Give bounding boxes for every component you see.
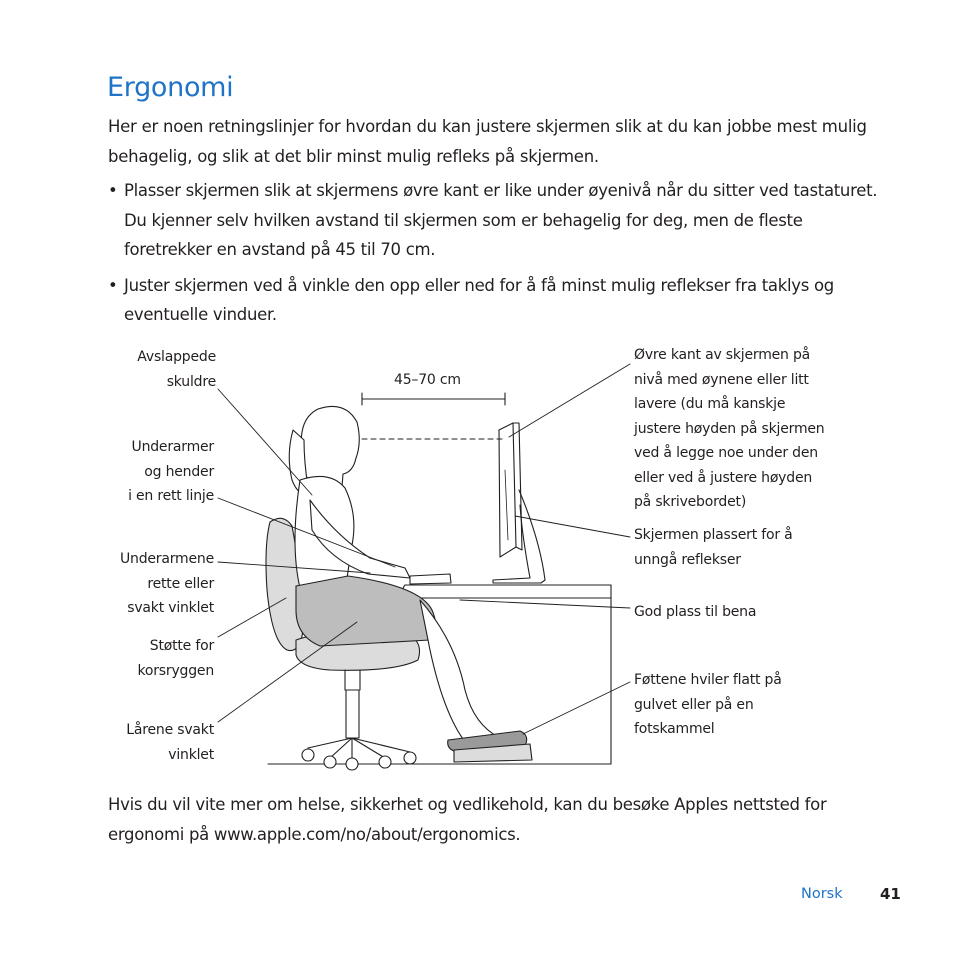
list-item xyxy=(108,271,888,330)
person xyxy=(289,406,526,752)
distance-label: 45–70 cm xyxy=(394,372,461,388)
list-item xyxy=(108,176,888,265)
list-item-text: Plasser skjermen slik at skjermens øvre kant er like under øyenivå når du sitter ved tastaturet. Du kjenner selv hvilken avstand til skjermen som er behagelig for deg, men de fleste foretrekker en avstand på 45 til 70 cm. xyxy=(124,181,878,259)
label-relaxed-shoulders: Avslappede skuldre xyxy=(137,349,216,390)
chair xyxy=(266,518,420,770)
footer-language: Norsk xyxy=(801,886,843,902)
label-legroom: God plass til bena xyxy=(634,604,757,620)
desk-frame xyxy=(268,598,611,764)
desk xyxy=(403,585,612,598)
label-feet-flat: Føttene hviler flatt på gulvet eller på en fotskammel xyxy=(634,672,782,737)
label-forearms-hands: Underarmer og hender i en rett linje xyxy=(128,439,214,504)
list-item-text: Juster skjermen ved å vinkle den opp eller ned for å få minst mulig reflekser fra taklys og eventuelle vinduer. xyxy=(124,275,834,324)
outro-paragraph: Hvis du vil vite mer om helse, sikkerhet og vedlikehold, kan du besøke Apples nettsted for ergonomi på www.apple.com/no/about/ergonomics. xyxy=(108,795,827,844)
guideline-list xyxy=(108,176,888,336)
intro-paragraph: Her er noen retningslinjer for hvordan du kan justere skjermen slik at du kan jobbe mest mulig behagelig, og slik at det blir minst mulig refleks på skjermen. xyxy=(108,117,867,166)
monitor xyxy=(493,423,545,583)
bullet-marker: • xyxy=(108,275,118,295)
page-number: 41 xyxy=(880,885,901,903)
page-title: Ergonomi xyxy=(107,72,234,103)
label-thighs: Lårene svakt vinklet xyxy=(126,722,214,763)
keyboard xyxy=(410,574,451,584)
bullet-marker: • xyxy=(108,181,118,200)
callout-lines xyxy=(218,364,630,734)
label-monitor-top-edge: Øvre kant av skjermen på nivå med øynene eller litt lavere (du må kanskje justere høyden på skjermen ved å legge noe under den eller ved å justere høyden på skrivebordet) xyxy=(634,347,825,510)
label-avoid-glare: Skjermen plassert for å unngå reflekser xyxy=(634,527,793,568)
label-forearms-angle: Underarmene rette eller svakt vinklet xyxy=(119,551,214,616)
label-lumbar-support: Støtte for korsryggen xyxy=(137,638,214,679)
footrest xyxy=(454,744,532,762)
distance-marker xyxy=(362,393,505,439)
